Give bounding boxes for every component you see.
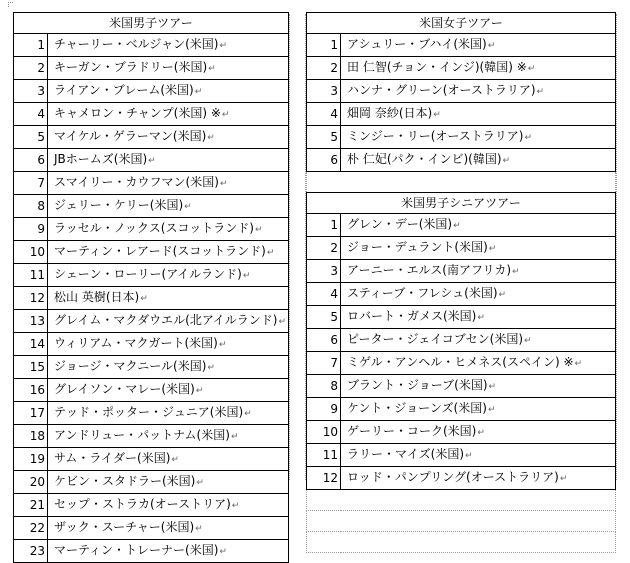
player-name: ジョージ・マクニール(米国)↵ xyxy=(48,356,289,379)
row-number: 1 xyxy=(307,34,341,57)
table-row xyxy=(14,471,289,494)
row-number: 3 xyxy=(307,80,341,103)
row-number: 10 xyxy=(14,241,48,264)
paragraph-mark-icon: ↵ xyxy=(194,87,203,97)
player-name: JBホームズ(米国)↵ xyxy=(48,149,289,172)
right-tables xyxy=(306,12,616,553)
player-name: ウィリアム・マクガート(米国)↵ xyxy=(48,333,289,356)
paragraph-mark-icon: ↵ xyxy=(524,133,533,143)
table-row xyxy=(14,448,289,471)
row-number: 15 xyxy=(14,356,48,379)
player-name: マーティン・レアード(スコットランド)↵ xyxy=(48,241,289,264)
row-number: 17 xyxy=(14,402,48,425)
table-row xyxy=(307,283,616,306)
row-number: 23 xyxy=(14,540,48,563)
player-name: アンドリュー・パットナム(米国)↵ xyxy=(48,425,289,448)
table-header-row xyxy=(307,193,616,214)
player-name: ケビン・スタドラー(米国)↵ xyxy=(48,471,289,494)
paragraph-mark-icon: ↵ xyxy=(477,313,485,323)
player-name: グレイソン・マレー(米国)↵ xyxy=(48,379,289,402)
paragraph-mark-icon: ↵ xyxy=(219,41,228,51)
paragraph-mark-icon: ↵ xyxy=(195,386,204,396)
row-number: 19 xyxy=(14,448,48,471)
paragraph-mark-icon: ↵ xyxy=(453,221,461,231)
row-number: 6 xyxy=(307,329,341,352)
row-number: 5 xyxy=(307,126,341,149)
paragraph-mark-icon: ↵ xyxy=(487,405,496,415)
empty-cell xyxy=(307,532,616,553)
paragraph-mark-icon: ↵ xyxy=(488,244,497,254)
player-name: 田 仁智(チョン・インジ)(韓国) ※↵ xyxy=(341,57,616,80)
player-name: 畑岡 奈紗(日本)↵ xyxy=(341,103,616,126)
player-name: ブラント・ジョーブ(米国)↵ xyxy=(341,375,616,398)
table-row xyxy=(307,421,616,444)
table-gap-guide xyxy=(289,14,290,480)
table-row xyxy=(307,237,616,260)
paragraph-mark-icon: ↵ xyxy=(242,271,251,281)
table-row xyxy=(14,425,289,448)
row-number: 1 xyxy=(14,34,48,57)
table-row xyxy=(14,310,289,333)
row-number: 4 xyxy=(307,103,341,126)
empty-row xyxy=(307,511,616,532)
table-header xyxy=(14,13,289,34)
table-header-row xyxy=(307,13,616,34)
player-name: ロバート・ガメス(米国)↵ xyxy=(341,306,616,329)
table-row xyxy=(307,80,616,103)
paragraph-mark-icon: ↵ xyxy=(559,474,568,484)
table-row xyxy=(14,494,289,517)
player-name: ラリー・マイズ(米国)↵ xyxy=(341,444,616,467)
table-row xyxy=(307,306,616,329)
table-row xyxy=(14,80,289,103)
row-number: 9 xyxy=(14,218,48,241)
table-row xyxy=(307,214,616,237)
row-number: 4 xyxy=(14,103,48,126)
row-number: 7 xyxy=(14,172,48,195)
paragraph-mark-icon: ↵ xyxy=(254,225,263,235)
player-name: キャメロン・チャンプ(米国) ※↵ xyxy=(48,103,289,126)
row-number: 7 xyxy=(307,352,341,375)
player-name: 松山 英樹(日本)↵ xyxy=(48,287,289,310)
table-row xyxy=(307,444,616,467)
right-edge-guide xyxy=(616,14,617,480)
player-name: ジェリー・ケリー(米国)↵ xyxy=(48,195,289,218)
empty-row xyxy=(307,532,616,553)
row-number: 20 xyxy=(14,471,48,494)
row-number: 9 xyxy=(307,398,341,421)
row-number: 3 xyxy=(307,260,341,283)
player-name: マーティン・トレーナー(米国)↵ xyxy=(48,540,289,563)
row-number: 1 xyxy=(307,214,341,237)
player-name: シェーン・ローリー(アイルランド)↵ xyxy=(48,264,289,287)
row-number: 22 xyxy=(14,517,48,540)
row-number: 5 xyxy=(307,306,341,329)
row-number: 2 xyxy=(307,57,341,80)
row-number: 21 xyxy=(14,494,48,517)
player-name: テッド・ポッター・ジュニア(米国)↵ xyxy=(48,402,289,425)
player-name: 朴 仁妃(パク・インビ)(韓国)↵ xyxy=(341,149,616,172)
table-row xyxy=(14,517,289,540)
table-row xyxy=(14,57,289,80)
table-row xyxy=(307,126,616,149)
table-row xyxy=(14,149,289,172)
paragraph-mark-icon: ↵ xyxy=(498,290,507,300)
player-name: ミゲル・アンヘル・ヒメネス(スペイン) ※↵ xyxy=(341,352,616,375)
paragraph-mark-icon: ↵ xyxy=(487,41,496,51)
table-row xyxy=(14,241,289,264)
player-name: ライアン・ブレーム(米国)↵ xyxy=(48,80,289,103)
paragraph-mark-icon: ↵ xyxy=(433,110,441,120)
spacer-row xyxy=(307,172,616,193)
player-name: ゲーリー・コーク(米国)↵ xyxy=(341,421,616,444)
paragraph-mark-icon: ↵ xyxy=(244,409,252,419)
row-number: 8 xyxy=(307,375,341,398)
table-header-row xyxy=(14,13,289,34)
row-number: 4 xyxy=(307,283,341,306)
table-row xyxy=(307,375,616,398)
paragraph-mark-icon: ↵ xyxy=(266,248,275,258)
table-row xyxy=(14,195,289,218)
paragraph-mark-icon: ↵ xyxy=(502,156,511,166)
paragraph-mark-icon: ↵ xyxy=(231,501,240,511)
table-row xyxy=(14,287,289,310)
paragraph-mark-icon: ↵ xyxy=(527,64,536,74)
table-row xyxy=(14,172,289,195)
row-number: 6 xyxy=(307,149,341,172)
player-name: ミンジー・リー(オーストラリア)↵ xyxy=(341,126,616,149)
row-number: 2 xyxy=(14,57,48,80)
table-row xyxy=(14,333,289,356)
row-number: 18 xyxy=(14,425,48,448)
row-number: 11 xyxy=(307,444,341,467)
us-men-tour-table xyxy=(13,12,289,563)
table-header xyxy=(307,13,616,34)
table-row xyxy=(307,398,616,421)
player-name: アシュリー・ブハイ(米国)↵ xyxy=(341,34,616,57)
row-number: 13 xyxy=(14,310,48,333)
player-name: ジョー・デュラント(米国)↵ xyxy=(341,237,616,260)
table-row xyxy=(14,540,289,563)
table-row xyxy=(14,103,289,126)
player-name: サム・ライダー(米国)↵ xyxy=(48,448,289,471)
player-name: グレイム・マクダウエル(北アイルランド)↵ xyxy=(48,310,289,333)
row-number: 2 xyxy=(307,237,341,260)
table-row xyxy=(14,264,289,287)
paragraph-mark-icon: ↵ xyxy=(230,432,239,442)
player-name: チャーリー・ベルジャン(米国)↵ xyxy=(48,34,289,57)
table-header-label: 米国男子シニアツアー xyxy=(401,196,521,210)
row-number: 8 xyxy=(14,195,48,218)
table-row xyxy=(14,402,289,425)
table-row xyxy=(14,356,289,379)
player-name: ラッセル・ノックス(スコットランド)↵ xyxy=(48,218,289,241)
page-corner-mark xyxy=(8,2,13,7)
row-number: 14 xyxy=(14,333,48,356)
paragraph-mark-icon: ↵ xyxy=(278,317,286,327)
player-name: ロッド・パンプリング(オーストラリア)↵ xyxy=(341,467,616,490)
paragraph-mark-icon: ↵ xyxy=(195,524,203,534)
player-name: アーニー・エルス(南アフリカ)↵ xyxy=(341,260,616,283)
player-name: マイケル・ゲラーマン(米国)↵ xyxy=(48,126,289,149)
row-number: 3 xyxy=(14,80,48,103)
paragraph-mark-icon: ↵ xyxy=(218,340,227,350)
paragraph-mark-icon: ↵ xyxy=(196,478,204,488)
table-row xyxy=(307,149,616,172)
row-number: 16 xyxy=(14,379,48,402)
table-row xyxy=(307,103,616,126)
table-row xyxy=(307,467,616,490)
paragraph-mark-icon: ↵ xyxy=(219,547,227,557)
row-number: 6 xyxy=(14,149,48,172)
table-header-label: 米国男子ツアー xyxy=(109,16,193,30)
player-name: セップ・ストラカ(オーストリア)↵ xyxy=(48,494,289,517)
row-number: 12 xyxy=(14,287,48,310)
player-name: グレン・デー(米国)↵ xyxy=(341,214,616,237)
paragraph-mark-icon: ↵ xyxy=(221,110,230,120)
empty-cell xyxy=(307,511,616,532)
paragraph-mark-icon: ↵ xyxy=(465,451,473,461)
player-name: スティーブ・フレシュ(米国)↵ xyxy=(341,283,616,306)
row-number: 12 xyxy=(307,467,341,490)
spacer-cell xyxy=(307,172,616,193)
paragraph-mark-icon: ↵ xyxy=(488,382,497,392)
paragraph-mark-icon: ↵ xyxy=(524,336,532,346)
row-number: 10 xyxy=(307,421,341,444)
paragraph-mark-icon: ↵ xyxy=(574,359,583,369)
table-row xyxy=(14,379,289,402)
table-header xyxy=(307,193,616,214)
table-row xyxy=(14,34,289,57)
paragraph-mark-icon: ↵ xyxy=(148,156,156,166)
paragraph-mark-icon: ↵ xyxy=(536,87,545,97)
paragraph-mark-icon: ↵ xyxy=(171,455,179,465)
player-name: ザック・スーチャー(米国)↵ xyxy=(48,517,289,540)
player-name: ケント・ジョーンズ(米国)↵ xyxy=(341,398,616,421)
paragraph-mark-icon: ↵ xyxy=(207,363,215,373)
table-row xyxy=(14,218,289,241)
row-number: 11 xyxy=(14,264,48,287)
row-number: 5 xyxy=(14,126,48,149)
paragraph-mark-icon: ↵ xyxy=(207,133,215,143)
player-name: キーガン・ブラドリー(米国)↵ xyxy=(48,57,289,80)
player-name: ピーター・ジェイコブセン(米国)↵ xyxy=(341,329,616,352)
table-row xyxy=(307,260,616,283)
paragraph-mark-icon: ↵ xyxy=(219,179,228,189)
table-row xyxy=(307,329,616,352)
paragraph-mark-icon: ↵ xyxy=(512,267,520,277)
table-row xyxy=(307,57,616,80)
paragraph-mark-icon: ↵ xyxy=(184,202,192,212)
table-header-label: 米国女子ツアー xyxy=(419,16,503,30)
paragraph-mark-icon: ↵ xyxy=(477,428,485,438)
table-row xyxy=(307,34,616,57)
player-name: ハンナ・グリーン(オーストラリア)↵ xyxy=(341,80,616,103)
table-row xyxy=(14,126,289,149)
table-row xyxy=(307,352,616,375)
paragraph-mark-icon: ↵ xyxy=(208,64,216,74)
player-name: スマイリー・カウフマン(米国)↵ xyxy=(48,172,289,195)
paragraph-mark-icon: ↵ xyxy=(140,294,148,304)
